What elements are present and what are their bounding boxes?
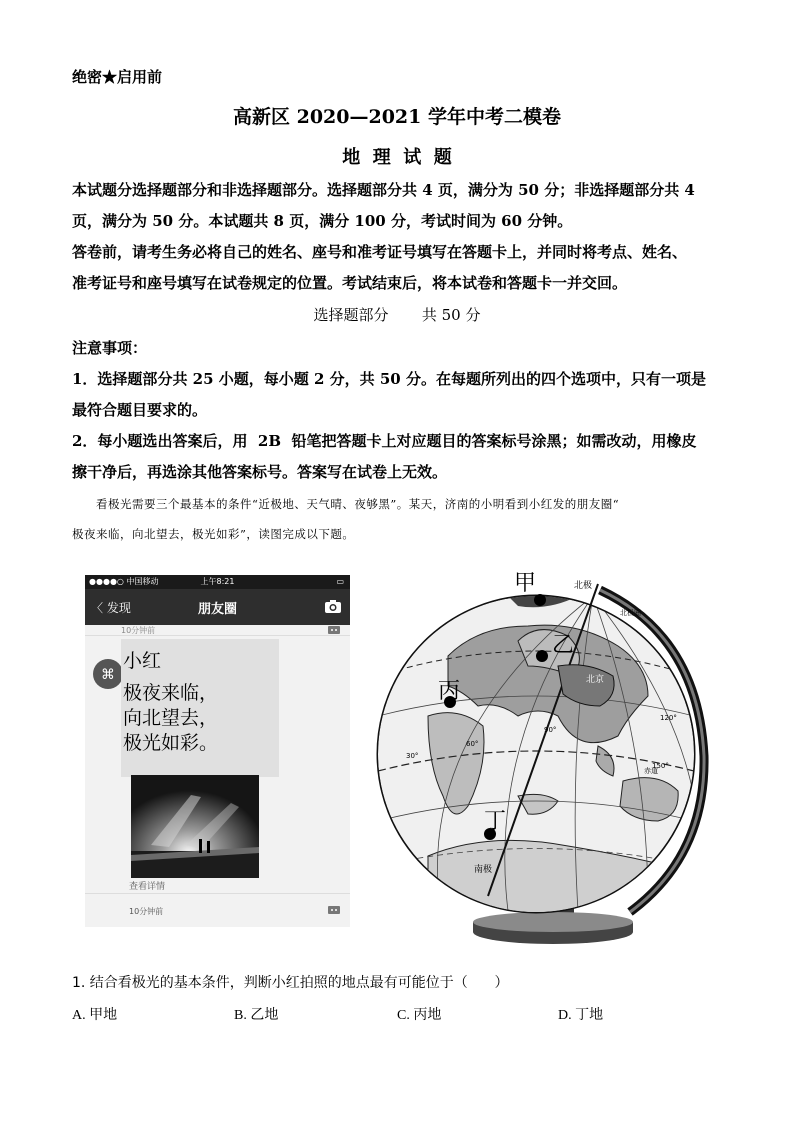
post-top-time: 10分钟前 xyxy=(121,626,156,635)
lon-120-label: 120° xyxy=(660,714,677,722)
nav-bar xyxy=(85,589,350,625)
carrier-text: ●●●●○ 中国移动 xyxy=(89,577,159,586)
exam-title: 高新区 2020—2021 学年中考二模卷 xyxy=(233,106,561,128)
post-line-2: 向北望去， xyxy=(123,707,219,729)
option-b[interactable]: B. 乙地 xyxy=(234,1008,279,1023)
intro-line-2: 页，满分为 50 分。本试题共 8 页，满分 100 分，考试时间为 60 分钟。 xyxy=(72,212,573,230)
lon-90-label: 90° xyxy=(544,726,557,734)
note-1-line-1: 1．选择题部分共 25 小题，每小题 2 分，共 50 分。在每题所列出的四个选项中，只有一项是 xyxy=(72,370,706,388)
battery-icon: ▭ xyxy=(336,577,344,586)
notice-title: 注意事项： xyxy=(72,339,148,357)
comment-icon-top[interactable] xyxy=(328,626,340,634)
avatar[interactable] xyxy=(93,659,123,689)
intro-line-4: 准考证号和座号填写在试卷规定的位置。考试结束后，将本试卷和答题卡一并交回。 xyxy=(72,274,628,292)
view-detail-link[interactable]: 查看详情 xyxy=(129,882,166,892)
equator-label: 赤道 xyxy=(644,767,658,775)
secret-label: 绝密★启用前 xyxy=(72,68,163,86)
label-yi: 乙 xyxy=(552,633,575,658)
comment-icon[interactable] xyxy=(328,906,340,914)
label-ding: 丁 xyxy=(484,809,507,834)
section-heading: 选择题部分 共 50 分 xyxy=(313,306,481,324)
post-line-3: 极光如彩。 xyxy=(123,732,219,754)
lat-60-label: 60° xyxy=(466,740,479,748)
aurora-photo[interactable] xyxy=(131,775,259,878)
north-pole-label: 北极 xyxy=(574,581,593,591)
label-bing: 丙 xyxy=(438,679,461,704)
note-2-line-1: 2．每小题选出答案后，用 2B 铅笔把答题卡上对应题目的答案标号涂黑；如需改动，用橡皮 xyxy=(72,432,697,450)
note-2-line-2: 擦干净后，再选涂其他答案标号。答案写在试卷上无效。 xyxy=(72,463,448,481)
beijing-label: 北京 xyxy=(586,675,605,685)
post-line-1: 极夜来临， xyxy=(123,682,219,704)
subject-title: 地 理 试 题 xyxy=(342,147,452,168)
passage-line-1: 看极光需要三个最基本的条件“近极地、天气晴、夜够黑”。某天，济南的小明看到小红发的朋友圈“ xyxy=(96,497,620,511)
svg-text:⌘: ⌘ xyxy=(101,667,115,683)
passage-line-2: 极夜来临，向北望去，极光如彩”，读图完成以下题。 xyxy=(72,527,355,541)
intro-line-1: 本试题分选择题部分和非选择题部分。选择题部分共 4 页，满分为 50 分；非选择题部分共 4 xyxy=(72,181,695,199)
globe-drawing xyxy=(368,566,728,946)
post-text-card xyxy=(121,639,279,777)
option-d[interactable]: D. 丁地 xyxy=(558,1008,604,1023)
option-a[interactable]: A. 甲地 xyxy=(72,1008,118,1023)
intro-line-3: 答卷前，请考生务必将自己的姓名、座号和准考证号填写在答题卡上，并同时将考点、姓名、 xyxy=(72,243,688,261)
point-yi xyxy=(536,650,548,662)
note-1-line-2: 最符合题目要求的。 xyxy=(72,401,208,419)
option-c[interactable]: C. 丙地 xyxy=(397,1008,442,1023)
lat-30-label: 30° xyxy=(406,752,419,760)
status-time: 上午8:21 xyxy=(200,577,235,586)
post-author[interactable]: 小红 xyxy=(123,650,162,672)
arctic-circle-label: 北极圈 xyxy=(620,609,641,617)
nav-title: 朋友圈 xyxy=(197,602,237,617)
globe-figure xyxy=(368,566,728,946)
south-pole-label: 南极 xyxy=(474,865,493,875)
label-jia: 甲 xyxy=(514,571,537,596)
avatar-logo-icon xyxy=(93,659,123,689)
status-bar xyxy=(85,575,350,589)
divider xyxy=(85,635,350,636)
back-button[interactable]: 〈 发现 xyxy=(91,601,131,615)
divider-bottom xyxy=(85,893,350,894)
lon-150-label: 150° xyxy=(652,762,669,770)
question-1-stem: 1. 结合看极光的基本条件，判断小红拍照的地点最有可能位于（ ） xyxy=(72,975,509,991)
camera-icon[interactable] xyxy=(324,599,342,614)
post-bottom-time: 10分钟前 xyxy=(129,907,164,916)
wechat-moments-screenshot xyxy=(85,575,350,927)
